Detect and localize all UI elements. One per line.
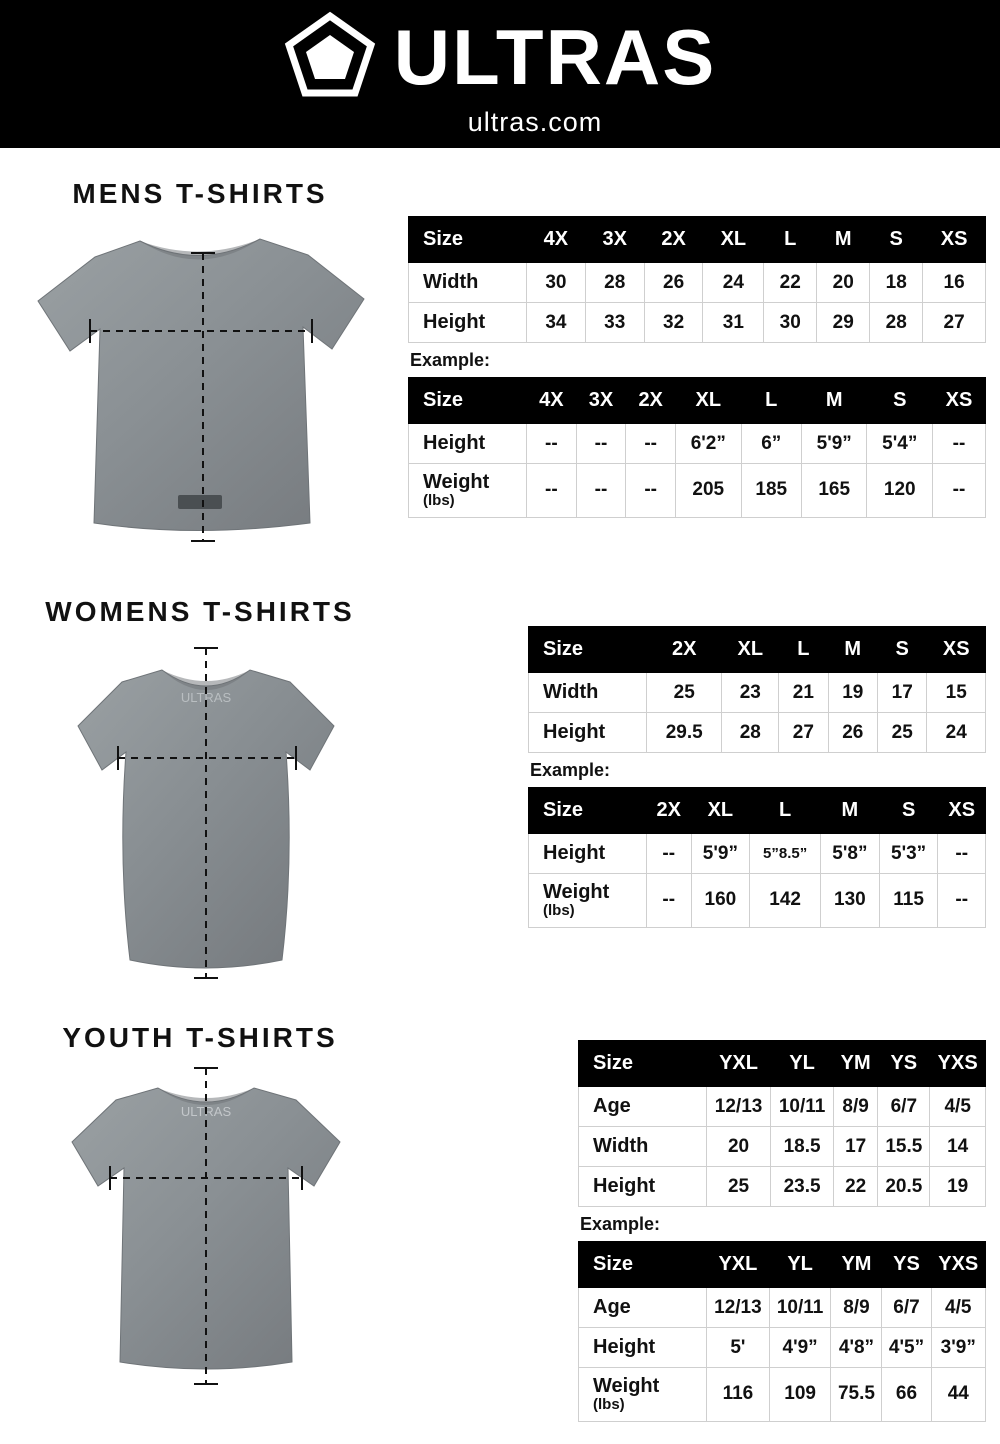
col-l: L [750,788,821,834]
cell: 4'9” [769,1328,831,1368]
brand-url: ultras.com [467,106,603,137]
youth-measurement-table [578,1040,986,1207]
mens-example-table [408,377,986,518]
col-xl: XL [722,627,779,673]
cell: 19 [828,673,877,713]
section-title-mens: MENS T-SHIRTS [72,178,328,209]
col-xl: XL [703,217,764,263]
cell: 25 [707,1167,771,1207]
cell: 16 [923,263,986,303]
cell: 109 [769,1368,831,1422]
row-label-weight-text: Weight [593,1375,660,1397]
col-l: L [764,217,817,263]
cell: 30 [764,303,817,343]
cell: 5”8.5” [750,834,821,874]
svg-text:ULTRAS: ULTRAS [180,690,232,705]
row-label-height: Height [529,713,647,753]
cell: 15.5 [878,1127,930,1167]
cell: 32 [644,303,703,343]
cell: 10/11 [771,1087,834,1127]
cell: 17 [877,673,926,713]
row-label-height: Height [579,1167,707,1207]
col-2x: 2X [626,378,676,424]
cell: -- [626,424,676,464]
col-4x: 4X [527,378,577,424]
youth-measurement-table-wrap [578,1040,986,1422]
cell: 5'4” [867,424,933,464]
cell: 27 [923,303,986,343]
cell: -- [933,464,986,518]
cell: 22 [834,1167,878,1207]
table-row [579,1087,986,1127]
col-size: Size [579,1242,707,1288]
cell: 26 [828,713,877,753]
row-label-height: Height [579,1328,707,1368]
cell: 17 [834,1127,878,1167]
col-2x: 2X [647,627,722,673]
table-header-row [409,378,986,424]
womens-measurement-table [528,626,986,753]
col-s: S [867,378,933,424]
col-2x: 2X [644,217,703,263]
col-s: S [877,627,926,673]
example-label-mens: Example: [410,350,491,370]
cell: 27 [779,713,828,753]
cell: 12/13 [707,1288,770,1328]
cell: 18.5 [771,1127,834,1167]
row-label-height: Height [409,303,527,343]
cell: 21 [779,673,828,713]
table-row [579,1288,986,1328]
cell: 33 [585,303,644,343]
col-yl: YL [769,1242,831,1288]
col-yxl: YXL [707,1041,771,1087]
mens-measurement-table-wrap [408,216,986,518]
row-label-age: Age [579,1288,707,1328]
table-row [529,673,986,713]
table-header-row [529,788,986,834]
cell: 29 [817,303,870,343]
table-row [409,464,986,518]
cell: 34 [527,303,586,343]
table-row [579,1167,986,1207]
cell: -- [527,424,577,464]
cell: 10/11 [769,1288,831,1328]
row-label-weight [579,1368,707,1422]
cell: 31 [703,303,764,343]
cell: 44 [931,1368,985,1422]
table-row [579,1368,986,1422]
table-header-row [529,627,986,673]
col-m: M [801,378,867,424]
row-label-weight-unit: (lbs) [423,492,455,509]
col-ym: YM [831,1242,882,1288]
brand-name: ULTRAS [393,12,717,101]
cell: 5'9” [691,834,750,874]
cell: 23 [722,673,779,713]
table-row [409,263,986,303]
row-label-height: Height [409,424,527,464]
cell: 25 [647,673,722,713]
section-title-youth: YOUTH T-SHIRTS [62,1022,338,1053]
youth-example-table [578,1241,986,1422]
table-row [409,424,986,464]
col-2x: 2X [647,788,692,834]
cell: 6'2” [676,424,742,464]
cell: 4'5” [882,1328,931,1368]
cell: 20.5 [878,1167,930,1207]
womens-tshirt-illustration [30,630,380,990]
cell: 24 [927,713,986,753]
col-size: Size [409,217,527,263]
col-xs: XS [927,627,986,673]
cell: 5'8” [821,834,880,874]
table-row [529,834,986,874]
section-youth [0,1008,1000,1444]
row-label-weight [529,874,647,928]
cell: 25 [877,713,926,753]
col-xl: XL [676,378,742,424]
cell: -- [938,834,986,874]
section-mens [0,148,1000,578]
col-size: Size [579,1041,707,1087]
col-ym: YM [834,1041,878,1087]
row-label-weight-unit: (lbs) [543,902,575,919]
col-yxs: YXS [931,1242,985,1288]
cell: 24 [703,263,764,303]
cell: 5' [707,1328,770,1368]
col-yl: YL [771,1041,834,1087]
row-label-weight-unit: (lbs) [593,1396,625,1413]
col-3x: 3X [576,378,626,424]
cell: -- [647,834,692,874]
col-xs: XS [938,788,986,834]
cell: 5'3” [879,834,938,874]
table-row [529,713,986,753]
col-size: Size [529,788,647,834]
row-label-width: Width [409,263,527,303]
cell: 75.5 [831,1368,882,1422]
cell: 8/9 [831,1288,882,1328]
cell: 14 [930,1127,986,1167]
row-label-weight-text: Weight [543,881,610,903]
row-label-width: Width [579,1127,707,1167]
page-header [0,0,1000,148]
cell: 116 [707,1368,770,1422]
col-l: L [741,378,801,424]
cell: 115 [879,874,938,928]
cell: 28 [722,713,779,753]
col-xs: XS [933,378,986,424]
table-header-row [579,1041,986,1087]
cell: -- [527,464,577,518]
cell: 29.5 [647,713,722,753]
cell: 8/9 [834,1087,878,1127]
youth-tshirt-illustration [30,1050,380,1400]
cell: -- [938,874,986,928]
cell: 28 [870,303,923,343]
cell: 5'9” [801,424,867,464]
cell: 3'9” [931,1328,985,1368]
col-m: M [817,217,870,263]
cell: -- [576,424,626,464]
example-label-womens: Example: [530,760,611,780]
cell: 23.5 [771,1167,834,1207]
womens-example-table [528,787,986,928]
brand-row [284,11,717,103]
table-row [409,303,986,343]
cell: -- [647,874,692,928]
table-row [529,874,986,928]
section-title-womens: WOMENS T-SHIRTS [45,596,355,627]
col-size: Size [529,627,647,673]
table-row [579,1127,986,1167]
cell: 28 [585,263,644,303]
cell: 19 [930,1167,986,1207]
table-row [579,1328,986,1368]
cell: -- [626,464,676,518]
cell: 30 [527,263,586,303]
pentagon-logo-icon [284,11,376,103]
cell: 18 [870,263,923,303]
cell: 12/13 [707,1087,771,1127]
table-header-row [409,217,986,263]
cell: -- [576,464,626,518]
col-ys: YS [882,1242,931,1288]
cell: 165 [801,464,867,518]
mens-measurement-table [408,216,986,343]
row-label-width: Width [529,673,647,713]
col-l: L [779,627,828,673]
cell: 20 [707,1127,771,1167]
cell: 205 [676,464,742,518]
cell: -- [933,424,986,464]
svg-text:ULTRAS: ULTRAS [180,1104,232,1119]
cell: 185 [741,464,801,518]
col-yxs: YXS [930,1041,986,1087]
womens-measurement-table-wrap [528,626,986,928]
cell: 130 [821,874,880,928]
col-m: M [821,788,880,834]
col-yxl: YXL [707,1242,770,1288]
cell: 4'8” [831,1328,882,1368]
col-size: Size [409,378,527,424]
cell: 26 [644,263,703,303]
cell: 66 [882,1368,931,1422]
cell: 22 [764,263,817,303]
row-label-age: Age [579,1087,707,1127]
cell: 4/5 [930,1087,986,1127]
cell: 6/7 [882,1288,931,1328]
col-xs: XS [923,217,986,263]
col-xl: XL [691,788,750,834]
row-label-weight-text: Weight [423,471,490,493]
cell: 6/7 [878,1087,930,1127]
cell: 15 [927,673,986,713]
col-3x: 3X [585,217,644,263]
col-ys: YS [878,1041,930,1087]
row-label-height: Height [529,834,647,874]
cell: 142 [750,874,821,928]
table-header-row [579,1242,986,1288]
cell: 160 [691,874,750,928]
row-label-weight [409,464,527,518]
mens-tshirt-illustration [20,223,380,553]
cell: 6” [741,424,801,464]
cell: 120 [867,464,933,518]
col-m: M [828,627,877,673]
col-s: S [879,788,938,834]
brand-block [0,0,1000,148]
cell: 4/5 [931,1288,985,1328]
cell: 20 [817,263,870,303]
col-4x: 4X [527,217,586,263]
col-s: S [870,217,923,263]
example-label-youth: Example: [580,1214,661,1234]
section-womens [0,578,1000,1008]
